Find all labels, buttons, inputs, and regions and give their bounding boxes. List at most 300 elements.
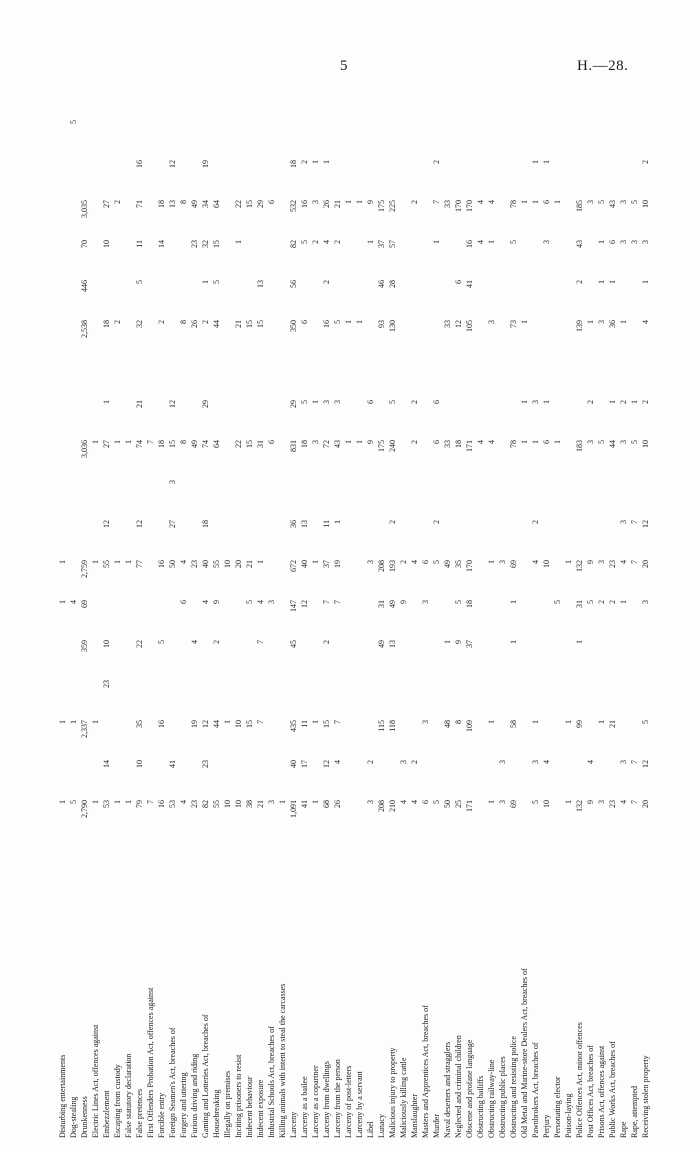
offence-name: Larceny from the person [333,1059,342,1138]
table-cell: 3 [641,600,650,604]
table-cell: 64 [212,200,221,208]
table-cell: 2 [311,240,320,244]
offence-name: Old Metal and Marine-store Dealers Act, breaches of [520,968,529,1138]
table-cell: 831 [289,440,298,452]
table-cell: 15 [245,440,254,448]
table-cell: 3 [487,320,496,324]
table-cell: 1 [102,400,111,404]
table-row [541,88,552,1138]
table-cell: 69 [80,600,89,608]
table-cell: 12 [322,760,331,768]
table-row [629,88,640,1138]
table-cell: 1 [256,560,265,564]
table-cell: 1 [509,600,518,604]
offence-name: Inciting prisoners to resist [234,1054,243,1138]
table-cell: 35 [135,720,144,728]
table-cell: 3 [619,240,628,244]
table-cell: 3 [597,560,606,564]
table-cell: 53 [168,800,177,808]
table-cell: 435 [289,720,298,732]
table-cell: 44 [212,720,221,728]
table-cell: 2 [212,640,221,644]
table-cell: 71 [135,200,144,208]
offence-name: Larceny [289,1111,298,1138]
table-cell: 2 [201,320,210,324]
table-row [68,88,79,1138]
table-cell: 16 [465,240,474,248]
table-row [519,88,530,1138]
table-cell: 2 [399,560,408,564]
table-cell: 1 [113,560,122,564]
table-cell: 6 [300,320,309,324]
offence-name: Murder [432,1114,441,1138]
table-cell: 50 [168,560,177,568]
table-cell: 1 [344,440,353,444]
table-cell: 2 [432,160,441,164]
offence-name: Disturbing entertainments [58,1054,67,1138]
table-cell: 16 [157,560,166,568]
table-cell: 5 [432,560,441,564]
table-cell: 4 [322,240,331,244]
table-row [200,88,211,1138]
table-cell: 225 [388,200,397,212]
offence-name: Obscene and profane language [465,1039,474,1138]
table-cell: 12 [641,520,650,528]
table-cell: 9 [399,600,408,604]
table-cell: 2 [641,160,650,164]
table-cell: 5 [212,280,221,284]
table-cell: 5 [553,600,562,604]
table-cell: 3 [366,800,375,804]
offence-name: Gaming and Lotteries Act, breaches of [201,1014,210,1138]
table-cell: 7 [146,440,155,444]
table-row [376,88,387,1138]
offence-name: Maliciously killing cattle [399,1057,408,1138]
table-cell: 3 [322,400,331,404]
table-cell: 5 [597,200,606,204]
table-cell: 18 [454,440,463,448]
table-cell: 2 [432,520,441,524]
table-cell: 31 [377,600,386,608]
table-row [244,88,255,1138]
table-row [585,88,596,1138]
table-cell: 15 [168,440,177,448]
table-cell: 21 [245,560,254,568]
offence-name: Illegally on premises [223,1070,232,1138]
table-cell: 46 [377,280,386,288]
table-cell: 35 [454,560,463,568]
table-cell: 18 [157,440,166,448]
table-cell: 12 [201,720,210,728]
offence-name: Perjury [542,1114,551,1138]
table-cell: 1 [619,600,628,604]
table-cell: 9 [586,560,595,564]
table-cell: 2 [531,520,540,524]
table-cell: 5 [630,440,639,444]
table-row [618,88,629,1138]
offence-name: Larceny from dwellings [322,1061,331,1138]
table-cell: 3 [333,400,342,404]
table-cell: 49 [377,640,386,648]
table-cell: 55 [212,560,221,568]
table-row [222,88,233,1138]
table-cell: 7 [630,560,639,564]
table-cell: 1 [432,240,441,244]
table-cell: 1 [520,440,529,444]
table-cell: 10 [223,560,232,568]
table-cell: 5 [333,320,342,324]
table-cell: 12 [454,320,463,328]
offence-name: Poison-laying [564,1093,573,1138]
table-cell: 210 [388,800,397,812]
table-cell: 11 [135,240,144,248]
table-cell: 1 [531,200,540,204]
offence-name: Larceny as a copartner [311,1065,320,1138]
table-row [563,88,574,1138]
table-cell: 45 [289,640,298,648]
table-cell: 6 [179,600,188,604]
table-cell: 18 [289,160,298,168]
table-row [332,88,343,1138]
table-cell: 1 [542,160,551,164]
table-row [178,88,189,1138]
table-row [387,88,398,1138]
offence-name: Killing animals with intent to steal the carcasses [278,983,287,1138]
table-row [134,88,145,1138]
table-cell: 20 [234,560,243,568]
table-cell: 4 [476,240,485,244]
table-cell: 5 [454,600,463,604]
offence-name: False pretences [135,1088,144,1138]
table-cell: 22 [234,440,243,448]
table-cell: 6 [267,200,276,204]
table-cell: 70 [80,240,89,248]
table-cell: 77 [135,560,144,568]
table-cell: 1 [597,240,606,244]
table-cell: 4 [487,200,496,204]
table-cell: 3 [597,320,606,324]
table-cell: 105 [465,320,474,332]
table-row [145,88,156,1138]
table-cell: 23 [102,680,111,688]
table-cell: 8 [179,440,188,444]
table-row [530,88,541,1138]
table-cell: 532 [289,200,298,212]
table-cell: 4 [476,200,485,204]
table-row [640,88,651,1138]
table-cell: 1 [630,400,639,404]
table-cell: 1 [58,800,67,804]
table-cell: 6 [432,440,441,444]
table-cell: 208 [377,560,386,572]
table-cell: 16 [157,800,166,808]
table-cell: 18 [102,320,111,328]
table-cell: 2 [410,440,419,444]
table-cell: 1 [223,720,232,724]
table-cell: 18 [201,520,210,528]
table-cell: 8 [454,720,463,724]
table-cell: 78 [509,440,518,448]
table-cell: 4 [190,640,199,644]
page-number: 5 [340,58,348,74]
table-cell: 50 [443,800,452,808]
table-cell: 82 [201,800,210,808]
table-cell: 2 [322,640,331,644]
table-cell: 115 [377,720,386,732]
table-cell: 64 [212,440,221,448]
table-cell: 10 [542,800,551,808]
table-cell: 12 [102,520,111,528]
table-cell: 3,035 [80,200,89,218]
table-cell: 1,091 [289,800,298,818]
table-row [90,88,101,1138]
offence-name: Larceny of post-letters [344,1065,353,1138]
table-cell: 5 [586,600,595,604]
table-cell: 183 [575,440,584,452]
table-cell: 3 [498,560,507,564]
table-cell: 1 [113,440,122,444]
table-cell: 1 [619,320,628,324]
table-cell: 56 [289,280,298,288]
table-cell: 12 [641,760,650,768]
table-cell: 3 [542,240,551,244]
table-cell: 5 [69,800,78,804]
table-cell: 8 [179,320,188,324]
table-cell: 20 [641,560,650,568]
table-row [255,88,266,1138]
table-cell: 6 [421,560,430,564]
table-cell: 1 [520,400,529,404]
table-row [365,88,376,1138]
offence-name: Embezzlement [102,1090,111,1138]
table-cell: 5 [300,240,309,244]
offence-name: Obstructing railway-line [487,1059,496,1138]
table-cell: 49 [388,600,397,608]
table-row [497,88,508,1138]
table-cell: 4 [531,560,540,564]
table-cell: 13 [300,520,309,528]
offence-name: Masters and Apprentices Act, breaches of [421,1005,430,1138]
table-cell: 49 [190,440,199,448]
table-cell: 1 [69,720,78,724]
table-cell: 1 [91,800,100,804]
table-cell: 109 [465,720,474,732]
table-row [123,88,134,1138]
offence-name: Indecent behaviour [245,1076,254,1138]
table-cell: 1 [344,320,353,324]
offence-name: Police Offences Act, minor offences [575,1022,584,1138]
table-cell: 5 [157,640,166,644]
table-row [310,88,321,1138]
table-cell: 1 [201,280,210,284]
table-cell: 40 [289,760,298,768]
table-cell: 132 [575,560,584,572]
table-row [453,88,464,1138]
table-cell: 2 [586,400,595,404]
table-cell: 2,790 [80,800,89,818]
table-cell: 32 [135,320,144,328]
table-cell: 27 [102,440,111,448]
table-cell: 3 [267,800,276,804]
table-cell: 3 [619,760,628,764]
table-cell: 10 [641,440,650,448]
table-cell: 1 [234,240,243,244]
table-cell: 5 [245,600,254,604]
table-cell: 7 [256,640,265,644]
table-cell: 1 [311,560,320,564]
table-cell: 1 [58,560,67,564]
offence-name: Foreign Seamen's Act, breaches of [168,1027,177,1138]
table-row [574,88,585,1138]
table-cell: 1 [58,600,67,604]
table-cell: 5 [597,440,606,444]
table-row [409,88,420,1138]
offences-table [45,88,650,1138]
table-cell: 1 [311,720,320,724]
offence-name: Industrial Schools Act, breaches of [267,1026,276,1138]
table-cell: 43 [333,440,342,448]
table-row [552,88,563,1138]
table-cell: 73 [509,320,518,328]
table-cell: 9 [454,640,463,644]
table-cell: 1 [113,800,122,804]
table-cell: 4 [410,560,419,564]
table-cell: 3 [168,480,177,484]
table-cell: 1 [553,200,562,204]
table-cell: 8 [179,200,188,204]
table-cell: 2 [410,200,419,204]
table-cell: 5 [641,720,650,724]
table-row [420,88,431,1138]
table-row [607,88,618,1138]
table-cell: 2,538 [80,320,89,338]
table-cell: 57 [388,240,397,248]
table-cell: 41 [300,800,309,808]
table-cell: 4 [399,800,408,804]
table-row [211,88,222,1138]
table-cell: 1 [91,560,100,564]
table-cell: 1 [531,720,540,724]
table-cell: 26 [322,200,331,208]
table-cell: 1 [355,320,364,324]
table-row [233,88,244,1138]
table-cell: 33 [443,320,452,328]
table-cell: 147 [289,600,298,612]
table-cell: 29 [256,200,265,208]
table-cell: 53 [102,800,111,808]
offence-name: Libel [366,1121,375,1138]
table-cell: 40 [300,560,309,568]
table-cell: 41 [465,280,474,288]
table-row [112,88,123,1138]
table-row [442,88,453,1138]
table-cell: 3 [531,760,540,764]
table-cell: 2 [619,400,628,404]
table-cell: 49 [190,200,199,208]
table-cell: 37 [377,240,386,248]
table-cell: 15 [322,720,331,728]
offence-name: Naval deserters and stragglers [443,1041,452,1138]
table-cell: 18 [300,440,309,448]
table-row [299,88,310,1138]
table-row [167,88,178,1138]
table-cell: 1 [564,720,573,724]
table-cell: 4 [542,760,551,764]
table-cell: 1 [366,240,375,244]
table-cell: 10 [542,560,551,568]
table-cell: 4 [410,800,419,804]
table-cell: 3 [311,440,320,444]
table-cell: 359 [80,640,89,652]
table-row [398,88,409,1138]
offence-name: Lunacy [377,1114,386,1138]
table-cell: 170 [454,200,463,212]
table-cell: 3 [586,440,595,444]
table-cell: 16 [157,720,166,728]
table-cell: 3 [267,600,276,604]
table-cell: 2 [157,320,166,324]
table-cell: 69 [509,800,518,808]
table-cell: 5 [630,200,639,204]
table-cell: 23 [190,240,199,248]
table-cell: 10 [223,800,232,808]
table-cell: 1 [564,560,573,564]
table-cell: 17 [300,760,309,768]
table-cell: 5 [69,120,78,124]
table-row [189,88,200,1138]
table-cell: 175 [377,440,386,452]
table-cell: 4 [333,760,342,764]
table-cell: 20 [641,800,650,808]
offence-name: False statutory declaration [124,1053,133,1138]
table-cell: 9 [212,600,221,604]
table-cell: 22 [135,640,144,648]
offence-name: Post Offices Act, breaches of [586,1045,595,1138]
table-cell: 6 [267,440,276,444]
table-cell: 3 [630,240,639,244]
offence-name: Furious driving and riding [190,1053,199,1138]
table-cell: 1 [487,800,496,804]
offence-name: Forgery and uttering [179,1072,188,1138]
table-row [277,88,288,1138]
table-cell: 1 [124,800,133,804]
table-cell: 15 [256,320,265,328]
table-cell: 31 [256,440,265,448]
table-cell: 21 [135,400,144,408]
table-cell: 5 [135,280,144,284]
table-cell: 170 [465,560,474,572]
table-cell: 6 [366,400,375,404]
table-cell: 38 [245,800,254,808]
table-row [354,88,365,1138]
table-row [508,88,519,1138]
table-cell: 43 [608,200,617,208]
table-cell: 4 [201,600,210,604]
table-cell: 6 [454,280,463,284]
table-cell: 446 [80,280,89,292]
table-cell: 36 [608,320,617,328]
table-cell: 7 [333,720,342,724]
table-cell: 4 [619,560,628,564]
table-cell: 1 [520,200,529,204]
table-cell: 21 [608,720,617,728]
table-row [79,88,90,1138]
table-cell: 1 [487,720,496,724]
table-cell: 99 [575,720,584,728]
offence-name: Receiving stolen property [641,1055,650,1138]
table-cell: 32 [201,240,210,248]
table-cell: 2 [410,760,419,764]
